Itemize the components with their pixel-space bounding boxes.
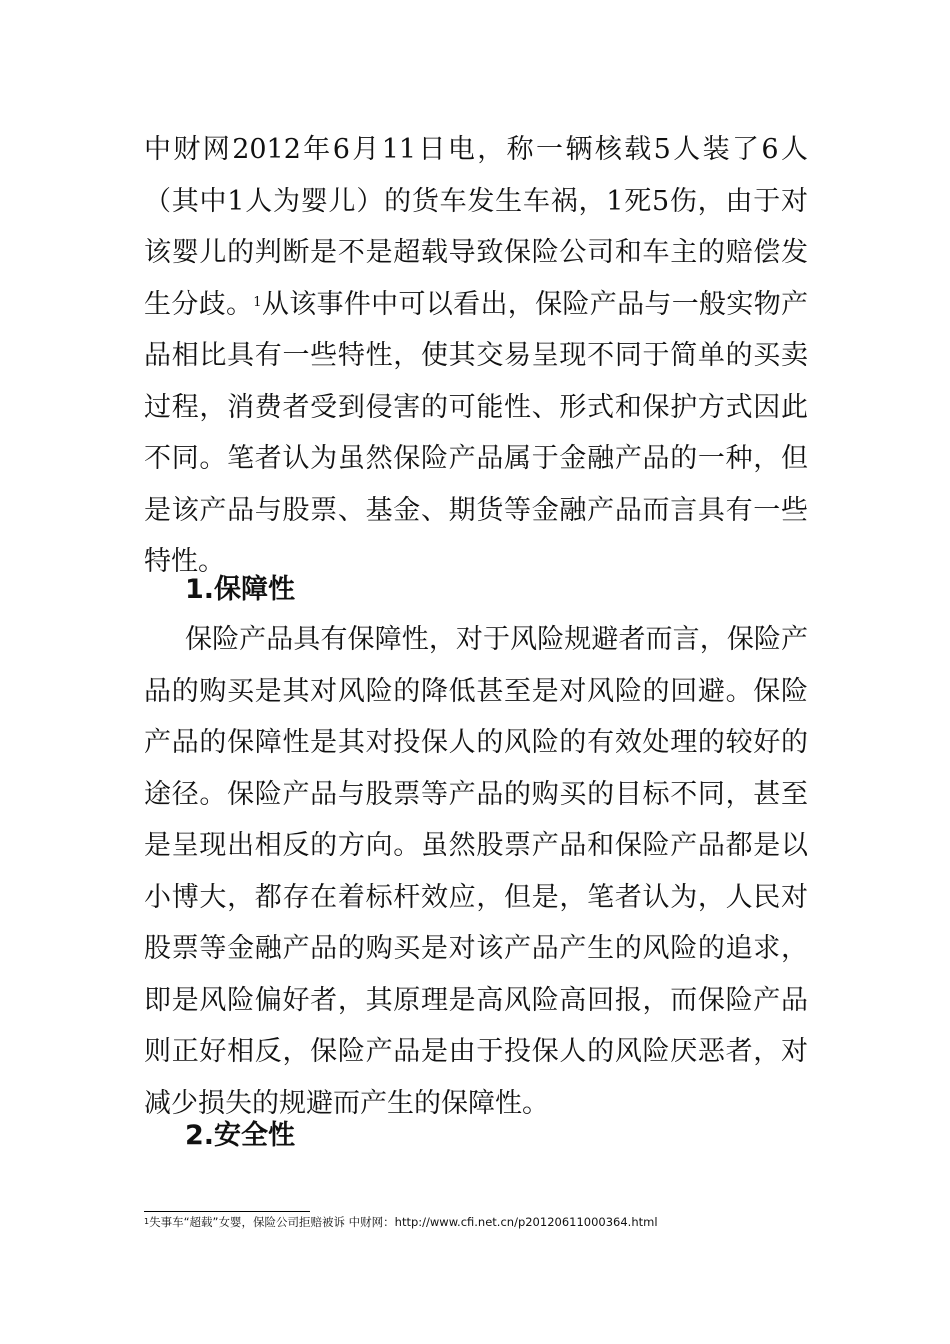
section-heading-1: 1.保障性 bbox=[185, 574, 296, 605]
footnote-text: 失事车“超载”女婴，保险公司拒赔被诉 中财网：http://www.cfi.net.cn/p20120611000364.html bbox=[149, 1215, 658, 1229]
body-paragraph-1 bbox=[144, 124, 808, 588]
paragraph-1-text-b: 从该事件中可以看出，保险产品与一般实物产品相比具有一些特性，使其交易呈现不同于简单的买卖过程，消费者受到侵害的可能性、形式和保护方式因此不同。笔者认为虽然保险产品属于金融产品的一种，但是该产品与股票、基金、期货等金融产品而言具有一些特性。 bbox=[144, 288, 809, 577]
footnote-mark: 1 bbox=[144, 1217, 150, 1226]
footnote-separator bbox=[144, 1211, 310, 1212]
paragraph-1-text-a: 中财网2012年6月11日电，称一辆核载5人装了6人（其中1人为婴儿）的货车发生车祸，1死5伤，由于对该婴儿的判断是不是超载导致保险公司和车主的赔偿发生分歧。 bbox=[144, 134, 808, 320]
footnote-reference-1[interactable]: 1 bbox=[253, 294, 262, 310]
footnote-1 bbox=[144, 1214, 824, 1230]
body-paragraph-2: 保险产品具有保障性，对于风险规避者而言，保险产品的购买是其对风险的降低甚至是对风险的回避。保险产品的保障性是其对投保人的风险的有效处理的较好的途径。保险产品与股票等产品的购买的目标不同，甚至是呈现出相反的方向。虽然股票产品和保险产品都是以小博大，都存在着标杆效应，但是，笔者认为，人民对股票等金融产品的购买是对该产品产生的风险的追求，即是风险偏好者，其原理是高风险高回报，而保险产品则正好相反，保险产品是由于投保人的风险厌恶者，对减少损失的规避而产生的保障性。 bbox=[144, 624, 808, 1119]
section-heading-2: 2.安全性 bbox=[185, 1120, 296, 1151]
